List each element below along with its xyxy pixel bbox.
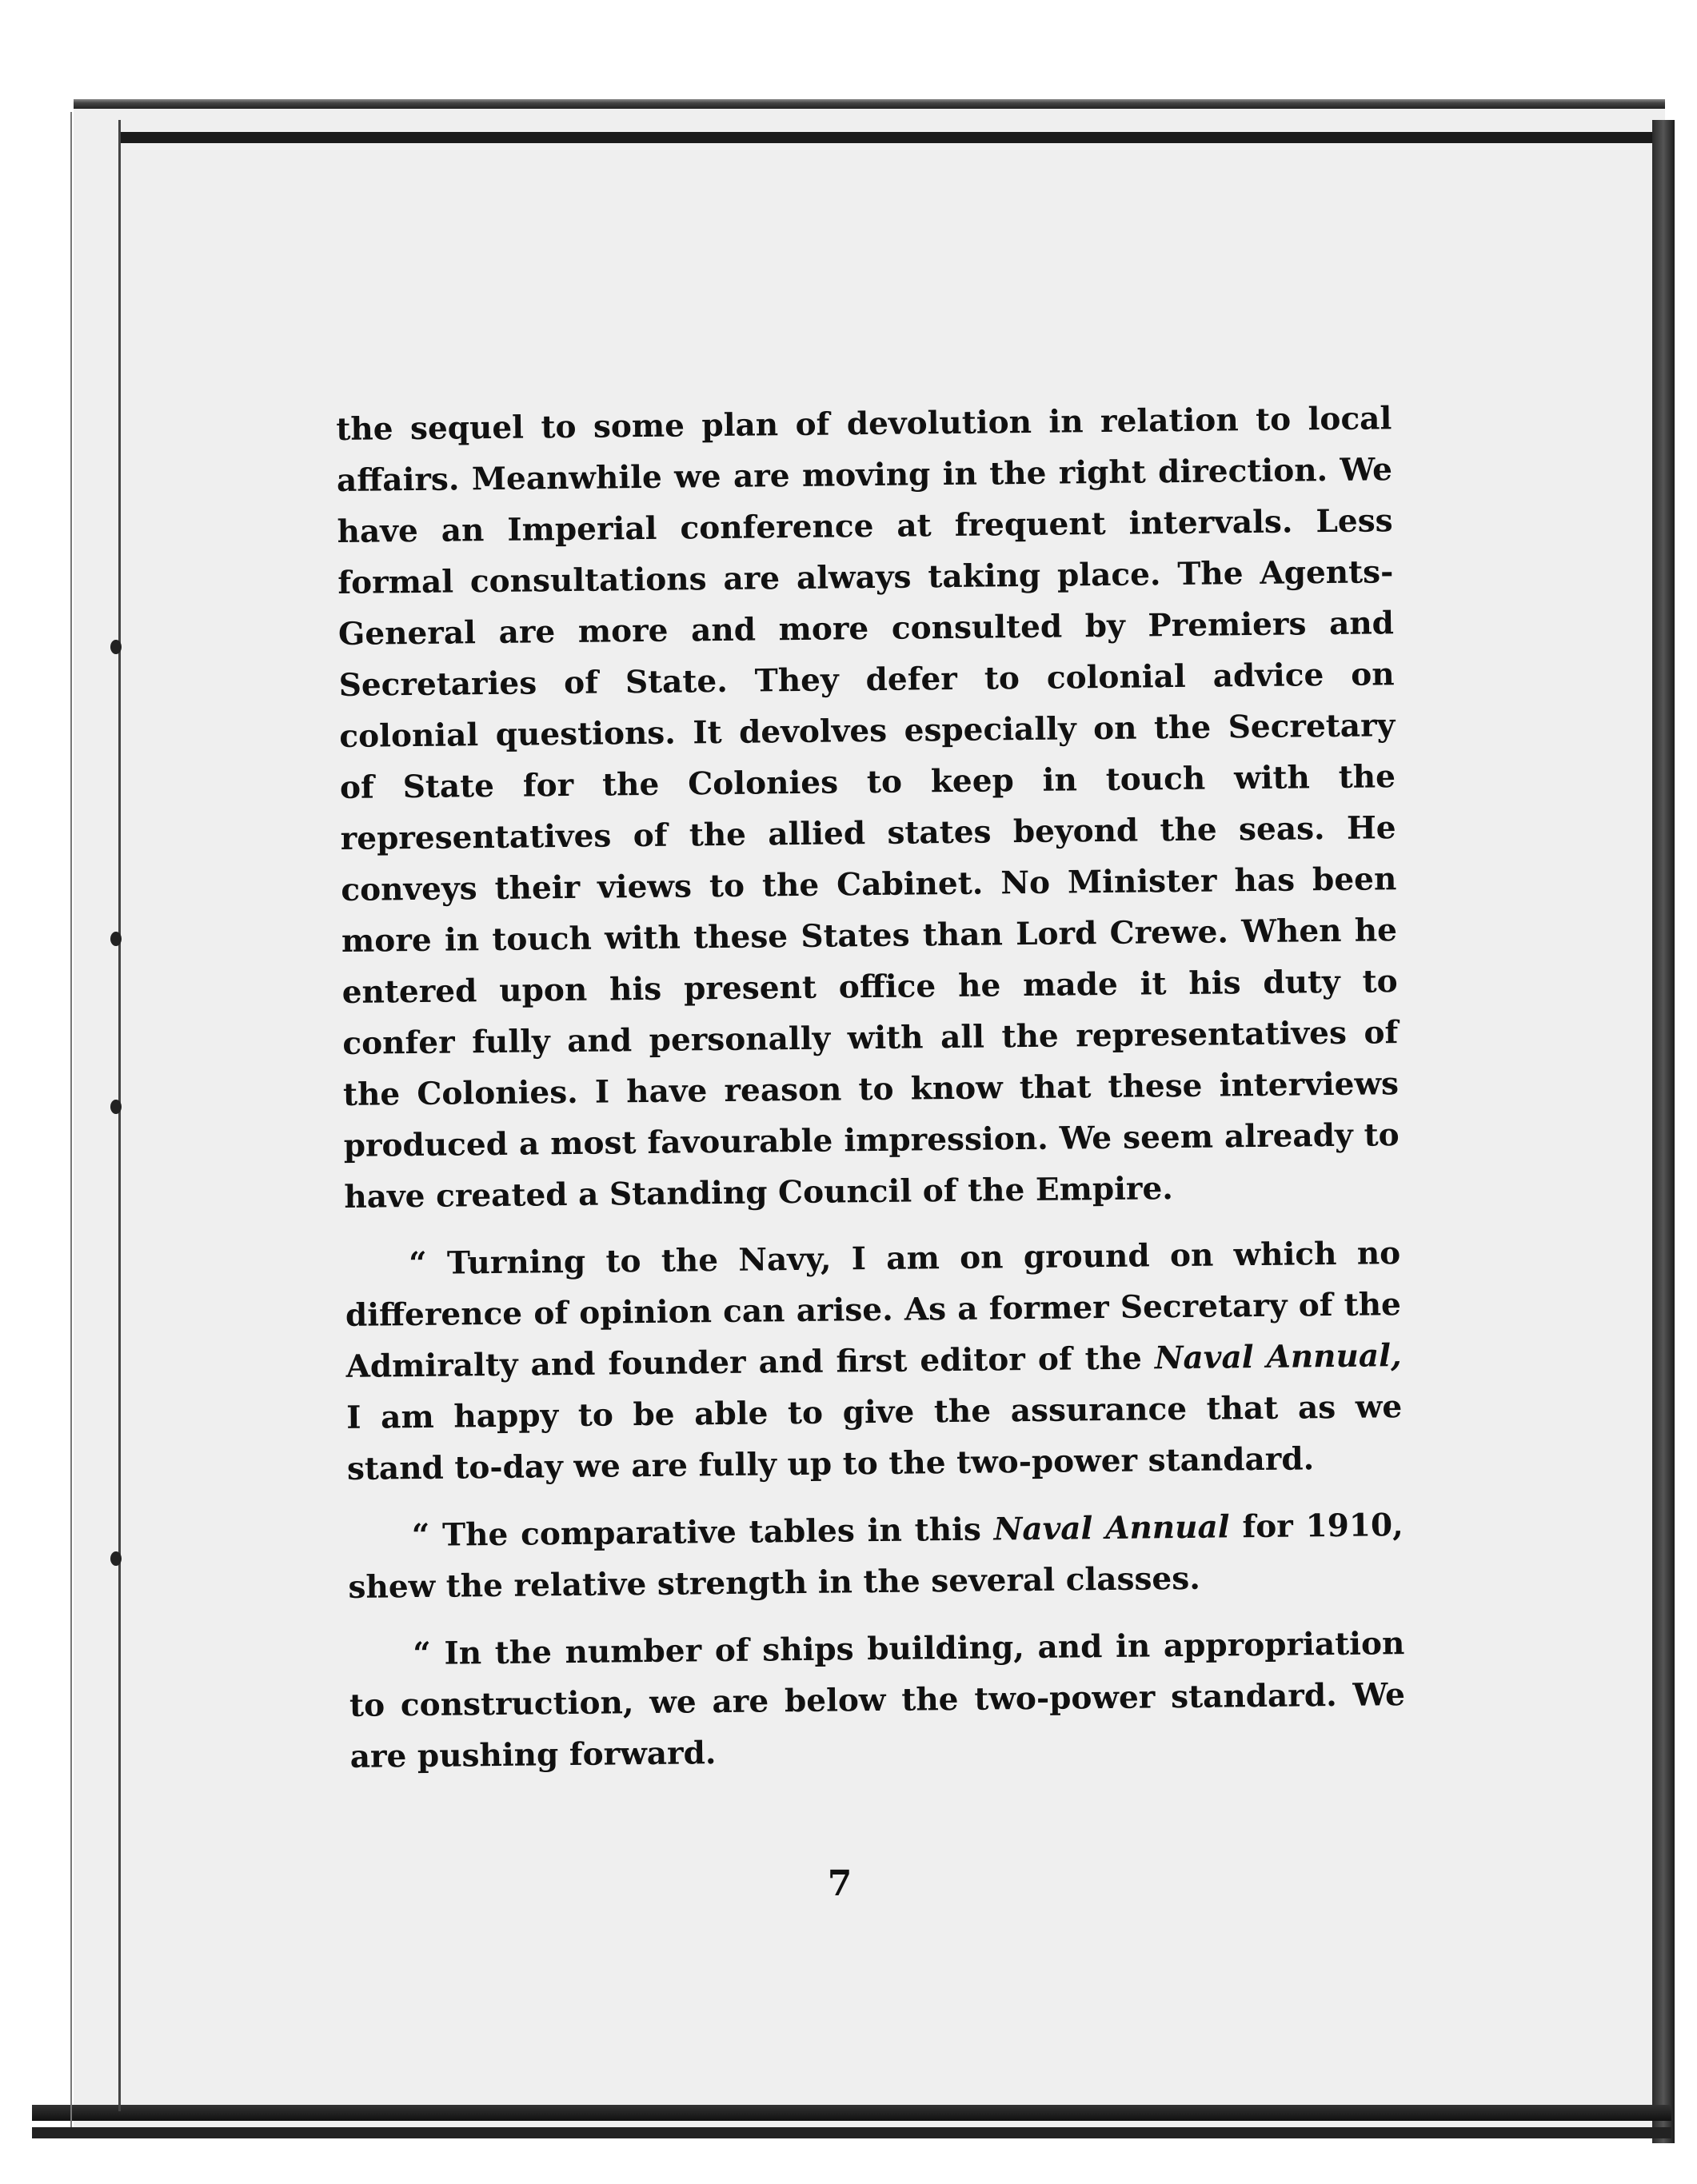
binding-mark <box>110 1551 122 1566</box>
scan-edge-bottom-inner <box>32 2127 1671 2138</box>
italic-title: Naval Annual <box>993 1508 1230 1548</box>
paragraph <box>347 1499 1404 1613</box>
binding-mark <box>110 932 122 946</box>
paragraph: the sequel to some plan of devolution in relation to local affairs. Meanwhile we are moving in the right direction. We have an Imperial conference at frequent intervals. Less formal consultations are always taking place. The Agents-General are more and more consulted by Premiers and Secretaries of State. They defer to colonial advice on colonial questions. It devolves especially on the Secretary of State for the Colonies to keep in touch with the representatives of the allied states beyond the seas. He conveys their views to the Cabinet. No Minister has been more in touch with these States than Lord Crewe. When he entered upon his present office he made it his duty to confer fully and personally with all the representatives of the Colonies. I have reason to know that these interviews produced a most favourable impression. We seem already to have created a Standing Council of the Empire. <box>336 400 1400 1216</box>
binding-mark <box>110 640 122 654</box>
body-text <box>336 393 1406 1799</box>
scan-edge-left <box>70 112 72 2127</box>
binding-mark <box>110 1100 122 1114</box>
text-run: “ The comparative tables in this <box>411 1511 994 1555</box>
text-run: for 1910, shew the relative strength in the several classes. <box>348 1507 1404 1606</box>
italic-title: Naval Annual, <box>1154 1337 1402 1377</box>
scan-edge-bottom <box>32 2105 1671 2121</box>
text-run: “ Turning to the Navy, I am on ground on which no difference of opinion can arise. As a former Secretary of the Admiralty and founder and first editor of the <box>345 1235 1402 1385</box>
page-number: 7 <box>827 1863 852 1904</box>
scan-edge-right <box>1652 120 1675 2143</box>
paragraph: “ In the number of ships building, and in appropriation to construction, we are below the two-power standard. We are pushing forward. <box>349 1625 1406 1775</box>
scan-edge-top <box>74 99 1665 109</box>
binding-line <box>118 120 121 2111</box>
scan-edge-top-inner <box>120 132 1655 143</box>
text-run: I am happy to be able to give the assurance that as we stand to-day we are fully up to the two-power standard. <box>346 1388 1403 1487</box>
paragraph <box>345 1228 1403 1495</box>
